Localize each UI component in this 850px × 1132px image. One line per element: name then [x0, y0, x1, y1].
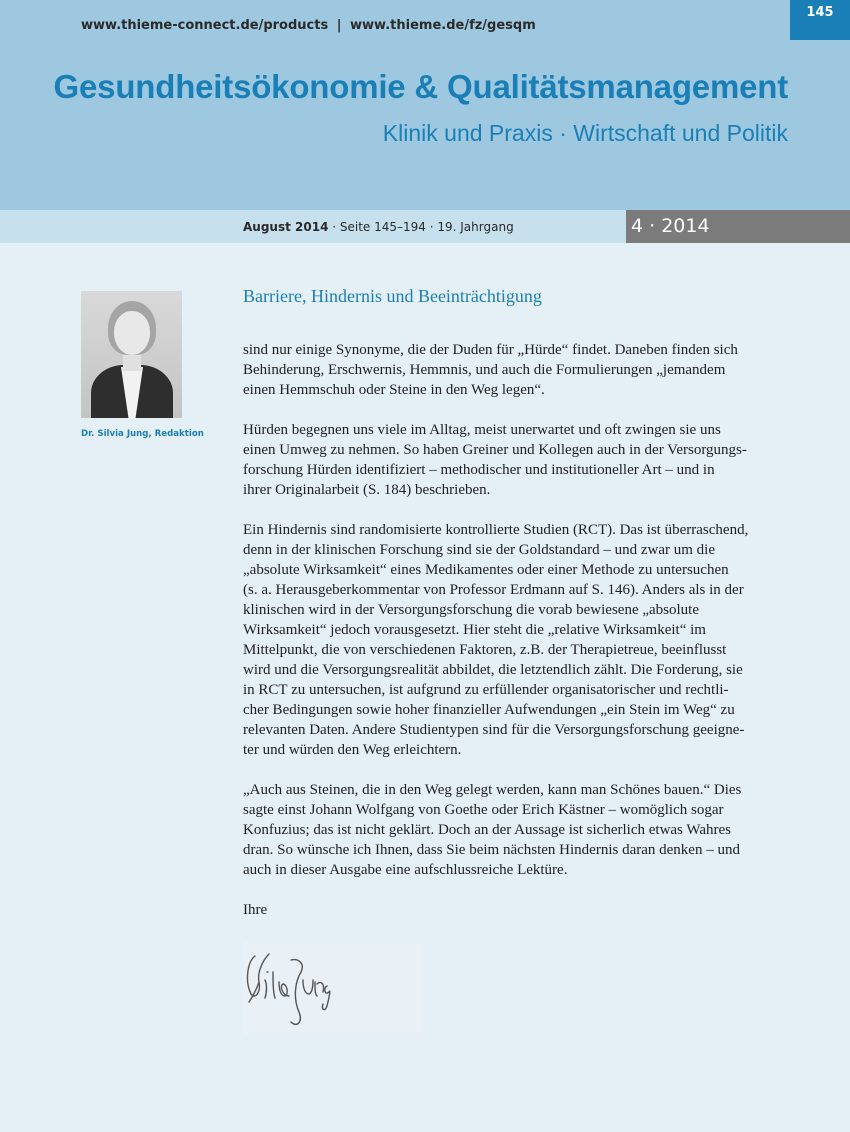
paragraph-line: Mittelpunkt, die von verschiedenen Faktoren, z.B. der Therapietreue, beeinflusst [243, 642, 727, 658]
page-number: 145 [806, 5, 834, 20]
issue-meta [243, 220, 514, 234]
paragraph-line: einen Umweg zu nehmen. So haben Greiner und Kollegen auch in der Versorgungs- [243, 442, 747, 458]
issue-number: 4 · 2014 [626, 210, 850, 243]
closing-text: Ihre [243, 902, 268, 918]
paragraph-line: ihrer Originalarbeit (S. 184) beschrieben. [243, 482, 491, 498]
author-caption: Dr. Silvia Jung, Redaktion [81, 429, 204, 439]
paragraph-line: (s. a. Herausgeberkommentar von Professor Erdmann auf S. 146). Anders als in der [243, 582, 744, 598]
paragraph-line: relevanten Daten. Andere Studientypen sind für die Versorgungsforschung geeigne- [243, 722, 745, 738]
paragraph-line: Ein Hindernis sind randomisierte kontrollierte Studien (RCT). Das ist überraschend, [243, 522, 749, 538]
products-url[interactable]: www.thieme-connect.de/products [81, 18, 329, 33]
journal-title: Gesundheitsökonomie & Qualitätsmanagement [53, 68, 788, 105]
paragraph-line: „absolute Wirksamkeit“ eines Medikamentes oder einer Methode zu untersuchen [243, 562, 729, 578]
paragraph-line: Hürden begegnen uns viele im Alltag, meist unerwartet und oft zwingen sie uns [243, 422, 721, 438]
paragraph-line: in RCT zu untersuchen, ist aufgrund zu erfüllender organisatorischer und rechtli- [243, 682, 729, 698]
signature-drawing [243, 942, 353, 1034]
paragraph-line: forschung Hürden identifiziert – methodischer und institutioneller Art – und in [243, 462, 715, 478]
page-number-badge [790, 0, 850, 40]
url-separator: | [336, 18, 342, 33]
paragraph-line: klinischen wird in der Versorgungsforschung die vorab bewiesene „absolute [243, 602, 699, 618]
url-line [81, 18, 536, 33]
paragraph-line: einen Hemmschuh oder Steine in den Weg legen“. [243, 382, 545, 398]
article-title: Barriere, Hindernis und Beeinträchtigung [243, 286, 542, 306]
paragraph-line: Behinderung, Erschwernis, Hemmnis, und auch die Formulierungen „jemandem [243, 362, 726, 378]
issue-pages: · Seite 145–194 · 19. Jahrgang [332, 220, 514, 234]
paragraph-line: dran. So wünsche ich Ihnen, dass Sie beim nächsten Hindernis daran denken – und [243, 842, 740, 858]
paragraph-line: cher Bedingungen sowie hoher finanzieller Aufwendungen „ein Stein im Weg“ zu [243, 702, 735, 718]
paragraph-line: „Auch aus Steinen, die in den Weg gelegt werden, kann man Schönes bauen.“ Dies [243, 782, 742, 798]
paragraph-line: auch in dieser Ausgabe eine aufschlussreiche Lektüre. [243, 862, 568, 878]
handwritten-signature [243, 942, 423, 1034]
paragraph-line: ter und würden den Weg erleichtern. [243, 742, 462, 758]
author-photo [81, 291, 182, 418]
paragraph-line: Konfuzius; das ist nicht geklärt. Doch an der Aussage ist sicherlich etwas Wahres [243, 822, 731, 838]
journal-subtitle: Klinik und Praxis · Wirtschaft und Politik [382, 120, 788, 146]
paragraph-line: Wirksamkeit“ jedoch vorausgesetzt. Hier steht die „relative Wirksamkeit“ im [243, 622, 706, 638]
paragraph-line: sagte einst Johann Wolfgang von Goethe oder Erich Kästner – womöglich sogar [243, 802, 724, 818]
article-body [243, 340, 788, 920]
journal-header [0, 0, 850, 210]
journal-url[interactable]: www.thieme.de/fz/gesqm [350, 18, 536, 33]
paragraph-line: sind nur einige Synonyme, die der Duden für „Hürde“ findet. Daneben finden sich [243, 342, 738, 358]
issue-month-year: August 2014 [243, 220, 329, 234]
paragraph-line: wird und die Versorgungsrealität abbildet, die letztendlich zählt. Die Forderung, sie [243, 662, 743, 678]
paragraph-line: denn in der klinischen Forschung sind sie der Goldstandard – und zwar um die [243, 542, 715, 558]
